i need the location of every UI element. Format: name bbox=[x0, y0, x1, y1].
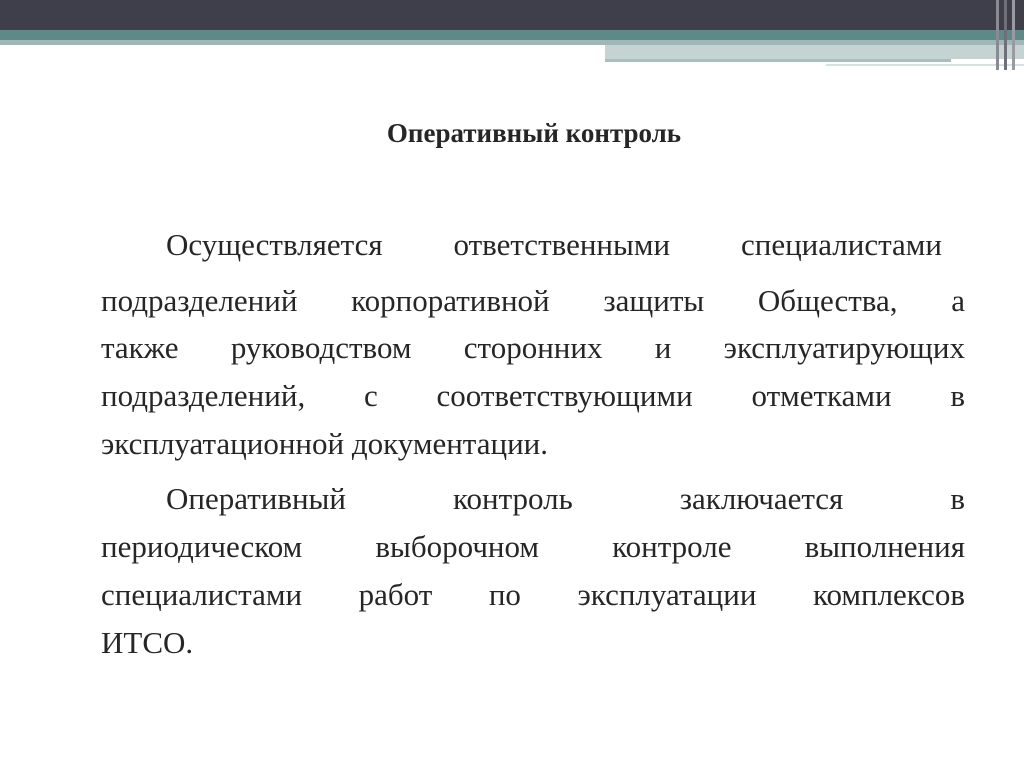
paragraph-2-line-3: специалистами работ по эксплуатации комплексов bbox=[101, 577, 965, 612]
header-stripe-3 bbox=[1012, 0, 1015, 70]
header-band-dark bbox=[0, 0, 1024, 30]
paragraph-1-line-2: подразделений корпоративной защиты Общества, а bbox=[101, 283, 965, 318]
paragraph-2-line-4: ИТСО. bbox=[101, 625, 194, 660]
header-stripe-1 bbox=[996, 0, 999, 70]
header-band-right-line bbox=[605, 59, 951, 62]
header-band-right-line-secondary bbox=[826, 64, 1024, 66]
paragraph-2-line-1: Оперативный контроль заключается в bbox=[166, 481, 965, 516]
header-band-right-block bbox=[605, 45, 1024, 59]
paragraph-1-line-3: также руководством сторонних и эксплуатирующих bbox=[101, 330, 965, 365]
paragraph-1-line-5: эксплуатационной документации. bbox=[101, 426, 549, 461]
paragraph-1-line-1: Осуществляется ответственными специалистами bbox=[166, 227, 942, 262]
paragraph-2-line-2: периодическом выборочном контроле выполнения bbox=[101, 529, 965, 564]
paragraph-1-line-4: подразделений, с соответствующими отметками в bbox=[101, 378, 965, 413]
slide-title: Оперативный контроль bbox=[386, 118, 682, 148]
header-band-teal bbox=[0, 30, 1024, 40]
header-stripe-2 bbox=[1004, 0, 1007, 70]
